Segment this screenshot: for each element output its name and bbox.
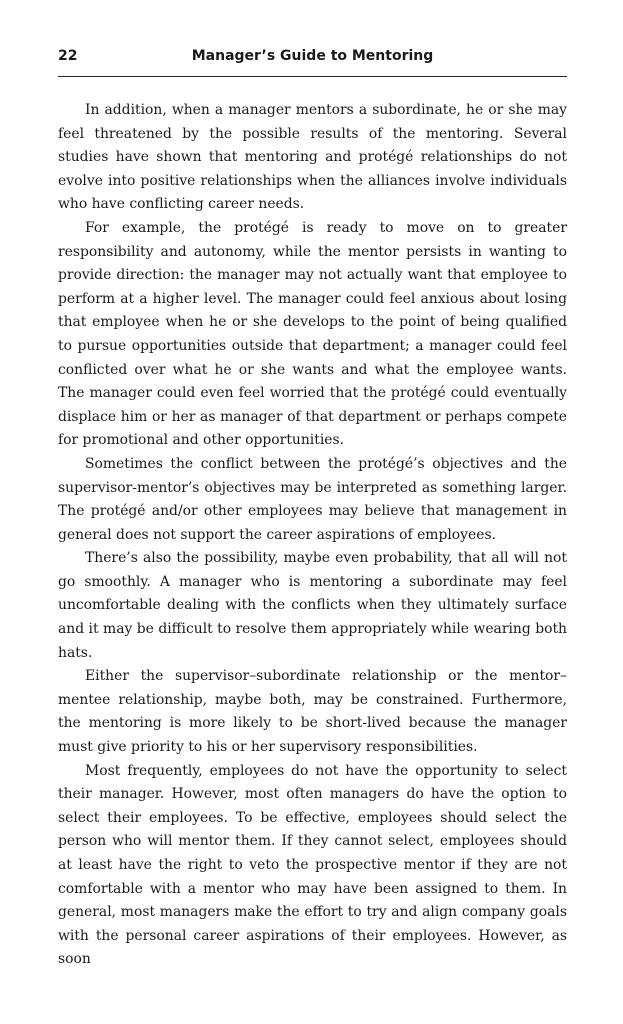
paragraph: There’s also the possibility, maybe even probability, that all will not go smoothly. A manager who is mentoring a subordinate may feel uncomfortable dealing with the conflicts when they ultimately surface and it may be difficult to resolve them appropriately while wearing both hats.: [58, 550, 567, 661]
body-text: [58, 99, 567, 972]
paragraph: For example, the protégé is ready to move on to greater responsibility and autonomy, while the mentor persists in wanting to provide direction: the manager may not actually want that employee to perform at a higher level. The manager could feel anxious about losing that employee when he or she develops to the point of being qualified to pursue opportunities outside that department; a manager could feel conflicted over what he or she wants and what the employee wants. The manager could even feel worried that the protégé could eventually displace him or her as manager of that department or perhaps compete for promotional and other opportunities.: [58, 219, 567, 449]
paragraph: In addition, when a manager mentors a subordinate, he or she may feel threatened by the possible results of the mentoring. Several studies have shown that mentoring and protégé relationships do not evolve into positive relationships when the alliances involve individuals who have conflicting career needs.: [58, 102, 567, 213]
paragraph: Most frequently, employees do not have the opportunity to select their manager. However, most often managers do have the option to select their employees. To be effective, employees should select the person who will mentor them. If they cannot select, employees should at least have the right to veto the prospective mentor if they are not comfortable with a mentor who may have been assigned to them. In general, most managers make the effort to try and align company goals with the personal career aspirations of their employees. However, as soon: [58, 762, 567, 968]
running-head: [58, 48, 567, 77]
paragraph: Either the supervisor–subordinate relationship or the mentor–mentee relationship, maybe both, may be constrained. Furthermore, the mentoring is more likely to be short-lived because the manager must give priority to his or her supervisory responsibilities.: [58, 668, 567, 756]
book-page: [58, 48, 567, 972]
paragraph: Sometimes the conflict between the protégé’s objectives and the supervisor-mentor’s objectives may be interpreted as something larger. The protégé and/or other employees may believe that management in general does not support the career aspirations of employees.: [58, 455, 567, 543]
page-number: 22: [58, 48, 78, 64]
book-title: Manager’s Guide to Mentoring: [191, 48, 434, 64]
